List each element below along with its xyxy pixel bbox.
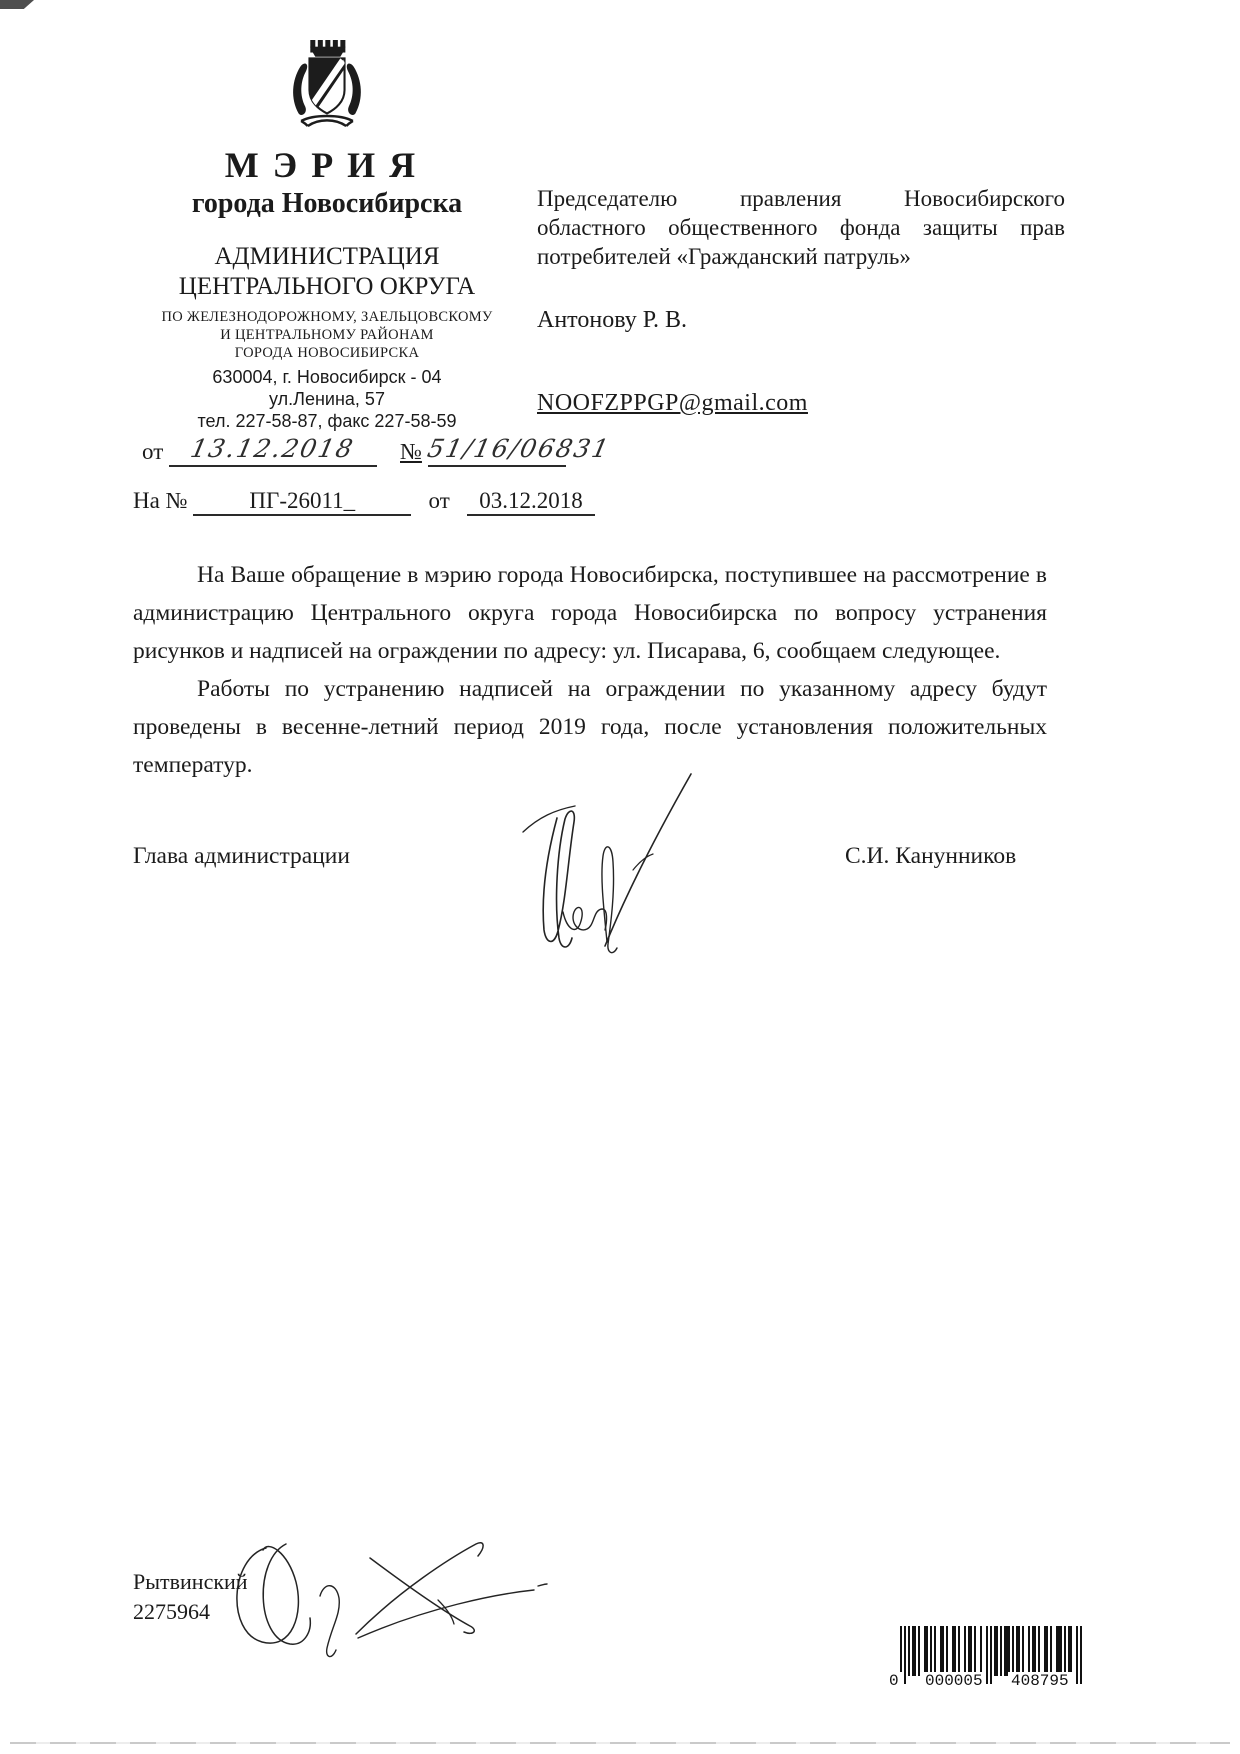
incoming-number: ПГ-26011_ (249, 488, 356, 513)
reply-label: На № (133, 488, 188, 513)
org-name: МЭРИЯ (224, 145, 430, 185)
body-paragraph-1: На Ваше обращение в мэрию города Новосибирска, поступившее на рассмотрение в администрацию Центрального округа города Новосибирска по вопросу устранения рисунков и надписей на ограждении по адресу: ул. Писарава, 6, сообщаем следующее. (133, 562, 1047, 664)
recipient-title: Председателю правления Новосибирского областного общественного фонда защиты прав потребителей «Гражданский патруль» (537, 186, 1065, 269)
outgoing-date-handwritten: 13.12.2018 (188, 434, 358, 463)
novosibirsk-coat-of-arms-icon (285, 40, 369, 136)
barcode-digit-left: 0 (886, 1672, 902, 1690)
scan-edge-artifact (0, 0, 34, 9)
barcode-digit-group2: 408795 (1008, 1672, 1072, 1690)
number-label: № (400, 439, 422, 464)
barcode-digit-group1: 000005 (922, 1672, 986, 1690)
signer-name: С.И. Канунников (845, 843, 1017, 869)
letterhead (128, 40, 526, 432)
letter-body (133, 556, 1047, 784)
signature-rytvinsky (208, 1530, 548, 1670)
recipient-email: NOOFZPPGP@gmail.com (537, 390, 808, 416)
districts-line3: ГОРОДА НОВОСИБИРСКА (234, 345, 420, 361)
incoming-date: 03.12.2018 (479, 488, 583, 513)
incoming-number-field (193, 488, 411, 516)
executor-name: Рытвинский (133, 1569, 248, 1594)
incoming-reference-line (133, 488, 593, 516)
signature-kanunnikov (495, 760, 710, 965)
outgoing-date-field (169, 436, 377, 467)
postal-address-line1: 630004, г. Новосибирск - 04 (212, 367, 442, 387)
signer-position: Глава администрации (133, 843, 350, 869)
postal-address-line2: ул.Ленина, 57 (269, 389, 385, 409)
barcode-digits (886, 1672, 1102, 1694)
from-label: от (142, 439, 164, 464)
executor-phone: 2275964 (133, 1599, 210, 1624)
body-paragraph-2: Работы по устранению надписей на ограждении по указанному адресу будут проведены в весенне-летний период 2019 года, после установления положительных температур. (133, 676, 1047, 778)
department-line1: АДМИНИСТРАЦИЯ (214, 243, 440, 270)
outgoing-number-field (424, 434, 613, 467)
outgoing-reference-line (142, 434, 613, 467)
recipient-name: Антонову Р. В. (537, 307, 688, 333)
reply-from-label: от (428, 488, 450, 513)
incoming-date-field (467, 488, 595, 516)
department-line2: ЦЕНТРАЛЬНОГО ОКРУГА (178, 273, 476, 300)
districts-line2: И ЦЕНТРАЛЬНОМУ РАЙОНАМ (220, 327, 434, 343)
districts-line1: ПО ЖЕЛЕЗНОДОРОЖНОМУ, ЗАЕЛЬЦОВСКОМУ (161, 309, 493, 325)
scan-bottom-artifact (10, 1742, 1230, 1744)
recipient-block (537, 184, 1065, 417)
org-city: города Новосибирска (191, 188, 463, 219)
outgoing-number-handwritten: 51/16/06831 (424, 434, 613, 463)
barcode (886, 1626, 1102, 1698)
phone-fax-line: тел. 227-58-87, факс 227-58-59 (197, 411, 457, 431)
